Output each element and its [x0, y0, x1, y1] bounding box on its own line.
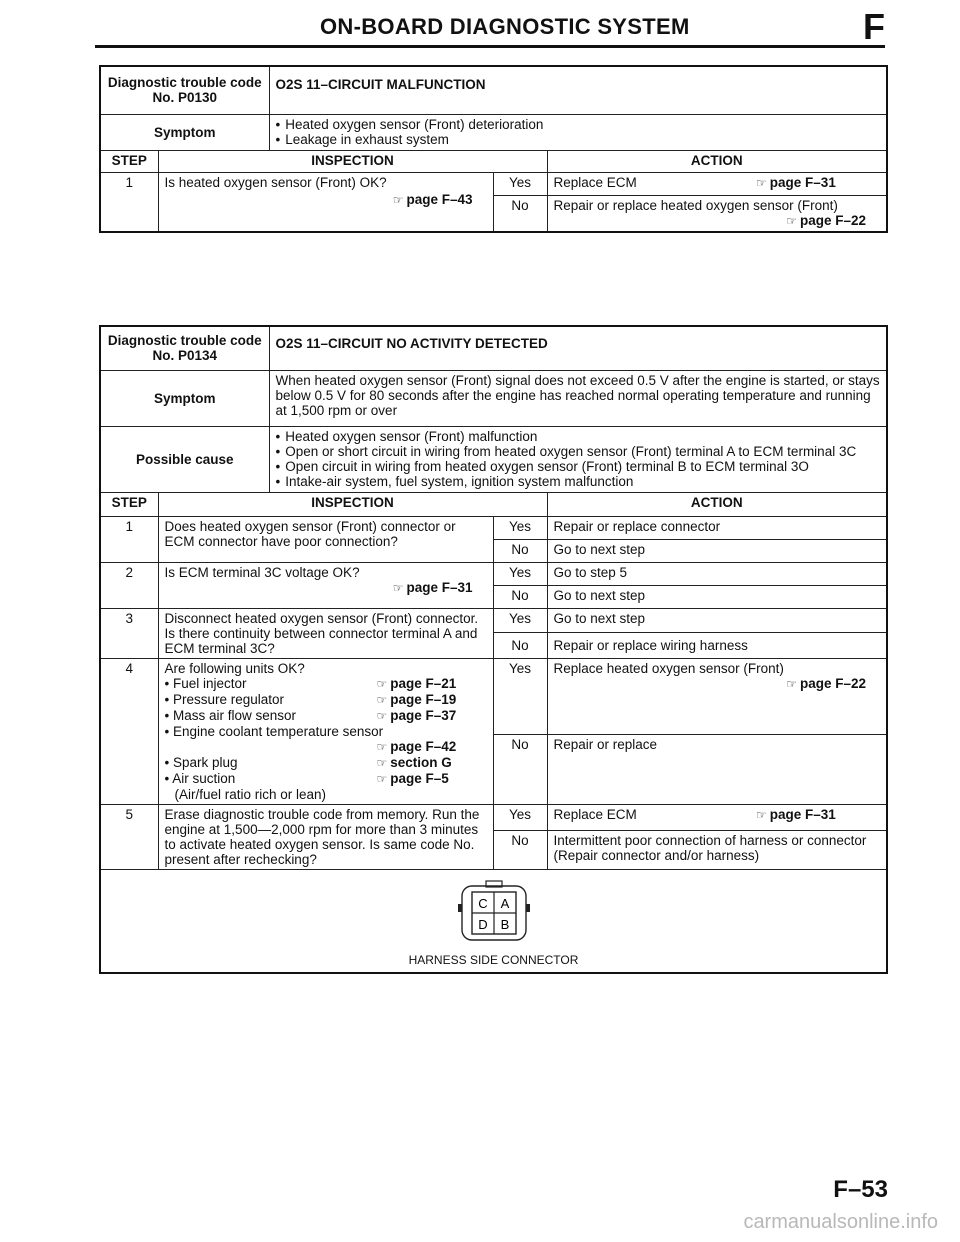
- dtc-table-p0134: [99, 325, 888, 974]
- terminal-label: A: [500, 895, 509, 911]
- cause-item: • Heated oxygen sensor (Front) malfunction: [276, 429, 881, 444]
- yes-cell: Yes: [493, 658, 547, 734]
- symptom-text: When heated oxygen sensor (Front) signal does not exceed 0.5 V after the engine is started, or stays below 0.5 V for 80 seconds after the engine has reached normal operating temperature and running at 1,500 rpm or over: [269, 370, 887, 426]
- unit-line: • Engine coolant temperature sensor: [164, 723, 384, 739]
- action-header: ACTION: [547, 150, 887, 172]
- pointing-hand-icon: ☞: [376, 676, 388, 691]
- no-action: Repair or replace: [547, 734, 887, 804]
- yes-cell: Yes: [493, 172, 547, 195]
- step-number: 5: [100, 804, 158, 869]
- dtc-table-p0130: [99, 65, 888, 233]
- step-number: 4: [100, 658, 158, 804]
- page-number: F–53: [833, 1176, 888, 1203]
- section-letter: F: [863, 6, 885, 47]
- dtc-label: Diagnostic trouble code No. P0130: [100, 66, 269, 114]
- harness-connector-diagram: [452, 878, 536, 948]
- pointing-hand-icon: ☞: [786, 213, 797, 228]
- no-cell: No: [493, 195, 547, 232]
- inspection-text: Disconnect heated oxygen sensor (Front) connector. Is there continuity between connector terminal A and ECM terminal 3C?: [158, 608, 493, 658]
- symptom-label: Symptom: [100, 114, 269, 150]
- terminal-label: C: [477, 895, 488, 911]
- dtc-title: O2S 11–CIRCUIT MALFUNCTION: [269, 66, 887, 114]
- cause-item: • Open circuit in wiring from heated oxygen sensor (Front) terminal B to ECM terminal 3O: [276, 459, 881, 474]
- inspection-header: INSPECTION: [158, 150, 547, 172]
- inspection-text: Is heated oxygen sensor (Front) OK?: [164, 174, 387, 190]
- no-cell: No: [493, 632, 547, 658]
- symptom-list: [269, 114, 887, 150]
- no-action: Go to next step: [547, 585, 887, 608]
- yes-action: Replace heated oxygen sensor (Front) ☞ page F–22: [547, 658, 887, 734]
- action-header: ACTION: [547, 492, 887, 516]
- symptom-label: Symptom: [100, 370, 269, 426]
- connector-cell: [100, 869, 887, 973]
- unit-line: • Spark plug ☞ section G: [164, 754, 452, 770]
- no-cell: No: [493, 734, 547, 804]
- inspection-text: Erase diagnostic trouble code from memory. Run the engine at 1,500—2,000 rpm for more than 3 minutes to activate heated oxygen sensor. Is same code No. present after rechecking?: [158, 804, 493, 869]
- yes-action: Replace ECM ☞ page F–31: [547, 804, 887, 831]
- pointing-hand-icon: ☞: [376, 739, 388, 754]
- pointing-hand-icon: ☞: [756, 807, 767, 822]
- dtc-label: Diagnostic trouble code No. P0134: [100, 326, 269, 370]
- dtc-title: O2S 11–CIRCUIT NO ACTIVITY DETECTED: [269, 326, 887, 370]
- no-cell: No: [493, 585, 547, 608]
- symptom-item: • Leakage in exhaust system: [276, 132, 881, 147]
- step-number: 3: [100, 608, 158, 658]
- yes-action: Go to step 5: [547, 562, 887, 585]
- no-cell: No: [493, 831, 547, 869]
- pointing-hand-icon: ☞: [376, 771, 388, 786]
- yes-cell: Yes: [493, 516, 547, 539]
- no-action: Repair or replace wiring harness: [547, 632, 887, 658]
- step-number: 1: [100, 516, 158, 562]
- no-action: Go to next step: [547, 539, 887, 562]
- inspection-text: Are following units OK?: [164, 660, 305, 676]
- step-number: 1: [100, 172, 158, 232]
- inspection-cell: [158, 172, 493, 232]
- no-action: Repair or replace heated oxygen sensor (Front) ☞ page F–22: [547, 195, 887, 232]
- unit-line: • Mass air flow sensor ☞ page F–37: [164, 707, 457, 723]
- page-header: [95, 6, 885, 47]
- yes-cell: Yes: [493, 804, 547, 831]
- pointing-hand-icon: ☞: [756, 175, 767, 190]
- pointing-hand-icon: ☞: [376, 708, 388, 723]
- no-action: Intermittent poor connection of harness or connector (Repair connector and/or harness): [547, 831, 887, 869]
- connector-caption: HARNESS SIDE CONNECTOR: [408, 952, 579, 967]
- inspection-header: INSPECTION: [158, 492, 547, 516]
- cause-list: [269, 426, 887, 492]
- inspection-cell: Is ECM terminal 3C voltage OK? ☞ page F–31: [158, 562, 493, 608]
- unit-note: (Air/fuel ratio rich or lean): [174, 786, 327, 802]
- header-rule: [95, 45, 885, 48]
- watermark: carmanualsonline.info: [743, 1211, 938, 1233]
- unit-line: • Fuel injector ☞ page F–21: [164, 675, 457, 691]
- step-number: 2: [100, 562, 158, 608]
- pointing-hand-icon: ☞: [786, 676, 797, 691]
- yes-cell: Yes: [493, 562, 547, 585]
- pointing-hand-icon: ☞: [392, 580, 404, 595]
- unit-line: • Pressure regulator ☞ page F–19: [164, 691, 457, 707]
- yes-action: Repair or replace connector: [547, 516, 887, 539]
- inspection-cell: [158, 658, 493, 804]
- cause-item: • Intake-air system, fuel system, ignition system malfunction: [276, 474, 881, 489]
- step-header: STEP: [100, 150, 158, 172]
- pointing-hand-icon: ☞: [376, 755, 388, 770]
- inspection-text: Is ECM terminal 3C voltage OK?: [164, 564, 360, 580]
- terminal-label: D: [477, 916, 488, 932]
- yes-action: Go to next step: [547, 608, 887, 632]
- cause-label: Possible cause: [100, 426, 269, 492]
- page-reference: ☞ page F–43: [392, 191, 473, 207]
- cause-item: • Open or short circuit in wiring from heated oxygen sensor (Front) terminal A to ECM terminal 3C: [276, 444, 881, 459]
- step-header: STEP: [100, 492, 158, 516]
- yes-action: Replace ECM ☞ page F–31: [547, 172, 887, 195]
- terminal-label: B: [500, 916, 509, 932]
- no-cell: No: [493, 539, 547, 562]
- symptom-item: • Heated oxygen sensor (Front) deterioration: [276, 117, 881, 132]
- pointing-hand-icon: ☞: [376, 692, 388, 707]
- pointing-hand-icon: ☞: [392, 192, 404, 207]
- unit-line: ☞ page F–42: [376, 738, 457, 754]
- inspection-text: Does heated oxygen sensor (Front) connector or ECM connector have poor connection?: [158, 516, 493, 562]
- unit-line: • Air suction ☞ page F–5: [164, 770, 449, 786]
- page-title: ON-BOARD DIAGNOSTIC SYSTEM: [320, 14, 690, 39]
- yes-cell: Yes: [493, 608, 547, 632]
